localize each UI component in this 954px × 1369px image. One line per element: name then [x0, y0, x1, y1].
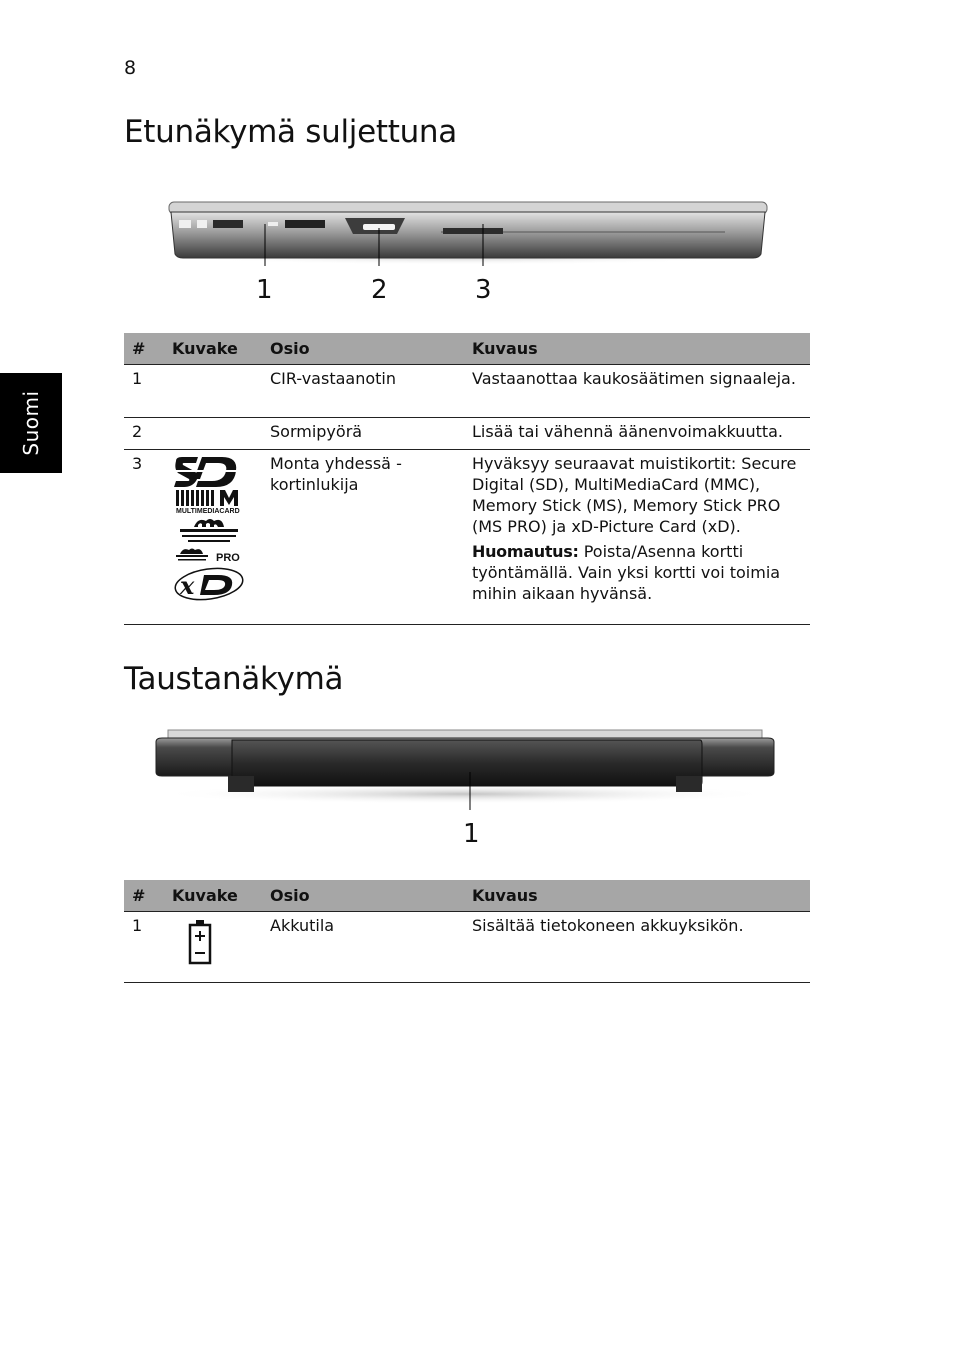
front-callout-2: 2	[371, 275, 388, 305]
multimediacard-logo-icon	[172, 489, 246, 515]
row-icon-cell	[164, 418, 262, 450]
row-description: Lisää tai vähennä äänenvoimakkuutta.	[464, 418, 810, 450]
note-text: Poista/Asenna kortti työntämällä. Vain yksi kortti voi toimia mihin aikaan hyvänsä.	[472, 542, 781, 603]
row-description-cell	[464, 450, 810, 625]
front-view-title: Etunäkymä suljettuna	[124, 114, 457, 150]
language-side-tab	[0, 373, 62, 473]
back-callout-1: 1	[463, 819, 480, 849]
row-number: 1	[124, 912, 164, 983]
header-number: #	[124, 333, 164, 365]
header-number: #	[124, 880, 164, 912]
table-header-row	[124, 333, 810, 365]
page-number: 8	[124, 57, 137, 79]
row-note	[472, 541, 802, 604]
multimediacard-logo-text: MULTIMEDIACARD	[176, 508, 240, 515]
row-component: Monta yhdessä - kortinlukija	[262, 450, 464, 625]
row-description: Sisältää tietokoneen akkuyksikön.	[464, 912, 810, 983]
front-view-table	[124, 333, 810, 625]
back-view-title: Taustanäkymä	[124, 661, 344, 697]
row-number: 2	[124, 418, 164, 450]
note-label: Huomautus:	[472, 542, 579, 561]
table-header-row	[124, 880, 810, 912]
header-icon: Kuvake	[164, 880, 262, 912]
row-description: Hyväksyy seuraavat muistikortit: Secure Digital (SD), MultiMediaCard (MMC), Memory Stick (MS), Memory Stick PRO (MS PRO) ja xD-Picture Card (xD).	[472, 454, 797, 536]
row-icon-cell	[164, 450, 262, 625]
xd-logo-icon	[172, 567, 246, 601]
laptop-rear-illustration	[154, 728, 776, 814]
table-row	[124, 365, 810, 418]
laptop-front-closed-illustration	[165, 198, 771, 268]
svg-text:x: x	[180, 571, 195, 600]
memory-stick-pro-logo-icon	[172, 545, 246, 567]
table-row	[124, 450, 810, 625]
row-description: Vastaanottaa kaukosäätimen signaaleja.	[464, 365, 810, 418]
battery-icon	[172, 918, 232, 970]
table-row	[124, 912, 810, 983]
front-callout-3: 3	[475, 275, 492, 305]
row-component: Sormipyörä	[262, 418, 464, 450]
header-icon: Kuvake	[164, 333, 262, 365]
header-description: Kuvaus	[464, 333, 810, 365]
header-component: Osio	[262, 880, 464, 912]
memory-stick-logo-icon	[172, 515, 242, 545]
table-row	[124, 418, 810, 450]
row-component: Akkutila	[262, 912, 464, 983]
row-number: 1	[124, 365, 164, 418]
back-view-table	[124, 880, 810, 983]
row-icon-cell	[164, 365, 262, 418]
side-tab-label: Suomi	[19, 390, 43, 456]
header-description: Kuvaus	[464, 880, 810, 912]
header-component: Osio	[262, 333, 464, 365]
row-icon-cell	[164, 912, 262, 983]
sd-logo-icon	[172, 455, 242, 489]
memory-stick-pro-logo-text: PRO	[216, 552, 240, 564]
front-callout-1: 1	[256, 275, 273, 305]
row-component: CIR-vastaanotin	[262, 365, 464, 418]
row-number: 3	[124, 450, 164, 625]
